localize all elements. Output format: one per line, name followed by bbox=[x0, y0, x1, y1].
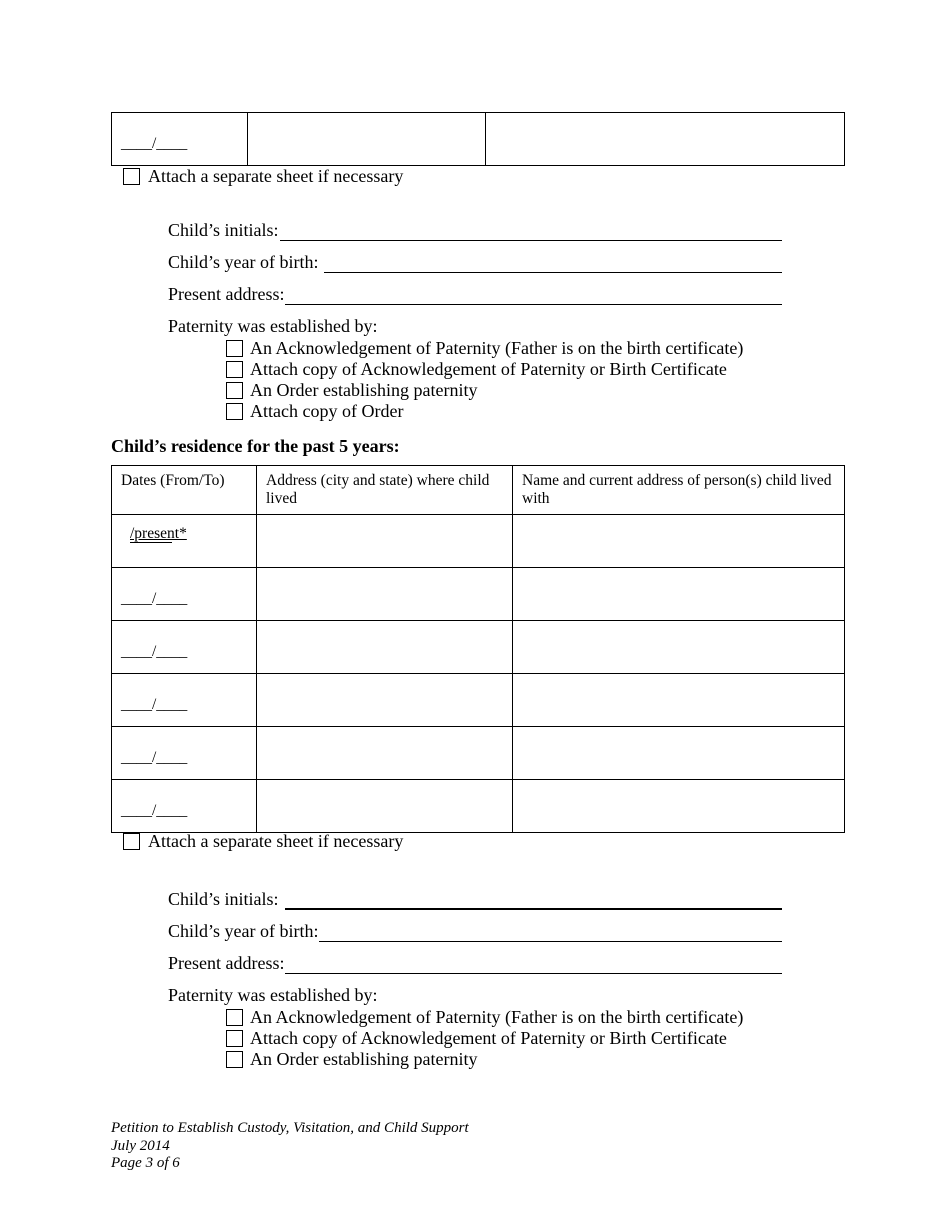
address-cell[interactable] bbox=[257, 568, 513, 621]
attach-sheet-checkbox[interactable] bbox=[123, 168, 140, 185]
child-birth-year-field[interactable]: Child’s year of birth: bbox=[168, 921, 782, 942]
paternity-label: Paternity was established by: bbox=[168, 985, 378, 1005]
table-row bbox=[112, 727, 845, 780]
footer-page-number: Page 3 of 6 bbox=[111, 1155, 180, 1172]
date-cell[interactable]: ____/____ bbox=[112, 674, 257, 727]
present-address-field[interactable]: Present address: bbox=[168, 284, 782, 305]
column-header: Dates (From/To) bbox=[112, 466, 257, 515]
date-cell[interactable]: ____/____ bbox=[112, 780, 257, 833]
address-cell[interactable] bbox=[248, 113, 486, 166]
footer-form-title: Petition to Establish Custody, Visitation, and Child Support bbox=[111, 1120, 469, 1136]
residence-table bbox=[111, 465, 845, 833]
address-cell[interactable] bbox=[257, 674, 513, 727]
person-cell[interactable] bbox=[513, 727, 845, 780]
table-row bbox=[112, 568, 845, 621]
order-checkbox[interactable] bbox=[226, 382, 243, 399]
footer-date: July 2014 bbox=[111, 1137, 170, 1154]
page-footer bbox=[111, 1120, 469, 1173]
address-cell[interactable] bbox=[257, 621, 513, 674]
attach-acknowledgement-checkbox[interactable] bbox=[226, 361, 243, 378]
address-cell[interactable] bbox=[257, 727, 513, 780]
child-birth-year-field[interactable]: Child’s year of birth: bbox=[168, 252, 782, 273]
attach-sheet-label: Attach a separate sheet if necessary bbox=[148, 831, 404, 851]
acknowledgement-checkbox[interactable] bbox=[226, 1009, 243, 1026]
person-cell[interactable] bbox=[513, 515, 845, 568]
person-cell[interactable] bbox=[513, 621, 845, 674]
child-initials-field[interactable]: Child’s initials: bbox=[168, 220, 782, 241]
person-cell[interactable] bbox=[486, 113, 845, 166]
option-label: An Order establishing paternity bbox=[250, 1049, 478, 1069]
attach-acknowledgement-checkbox[interactable] bbox=[226, 1030, 243, 1047]
person-cell[interactable] bbox=[513, 780, 845, 833]
present-address-field[interactable]: Present address: bbox=[168, 953, 782, 974]
table-row bbox=[112, 515, 845, 568]
person-cell[interactable] bbox=[513, 674, 845, 727]
date-cell[interactable]: ____/____ bbox=[112, 621, 257, 674]
child-initials-field[interactable]: Child’s initials: bbox=[168, 889, 782, 910]
date-cell[interactable]: ____/____ bbox=[112, 113, 248, 166]
column-header: Name and current address of person(s) child lived with bbox=[513, 466, 845, 515]
attach-sheet-label: Attach a separate sheet if necessary bbox=[148, 166, 404, 186]
address-cell[interactable] bbox=[257, 515, 513, 568]
person-cell[interactable] bbox=[513, 568, 845, 621]
option-label: Attach copy of Acknowledgement of Paternity or Birth Certificate bbox=[250, 359, 727, 379]
option-label: An Order establishing paternity bbox=[250, 380, 478, 400]
option-label: An Acknowledgement of Paternity (Father is on the birth certificate) bbox=[250, 1007, 744, 1027]
table-row bbox=[112, 621, 845, 674]
residence-section-title: Child’s residence for the past 5 years: bbox=[111, 436, 400, 456]
table-row bbox=[112, 674, 845, 727]
attach-order-checkbox[interactable] bbox=[226, 403, 243, 420]
table-row bbox=[112, 780, 845, 833]
date-cell[interactable]: /present* bbox=[112, 515, 257, 568]
option-label: Attach copy of Order bbox=[250, 401, 404, 421]
top-residence-table bbox=[111, 112, 845, 166]
option-label: An Acknowledgement of Paternity (Father is on the birth certificate) bbox=[250, 338, 744, 358]
date-cell[interactable]: ____/____ bbox=[112, 727, 257, 780]
order-checkbox[interactable] bbox=[226, 1051, 243, 1068]
column-header: Address (city and state) where child lived bbox=[257, 466, 513, 515]
address-cell[interactable] bbox=[257, 780, 513, 833]
acknowledgement-checkbox[interactable] bbox=[226, 340, 243, 357]
attach-sheet-checkbox[interactable] bbox=[123, 833, 140, 850]
date-cell[interactable]: ____/____ bbox=[112, 568, 257, 621]
option-label: Attach copy of Acknowledgement of Paternity or Birth Certificate bbox=[250, 1028, 727, 1048]
paternity-label: Paternity was established by: bbox=[168, 316, 378, 336]
